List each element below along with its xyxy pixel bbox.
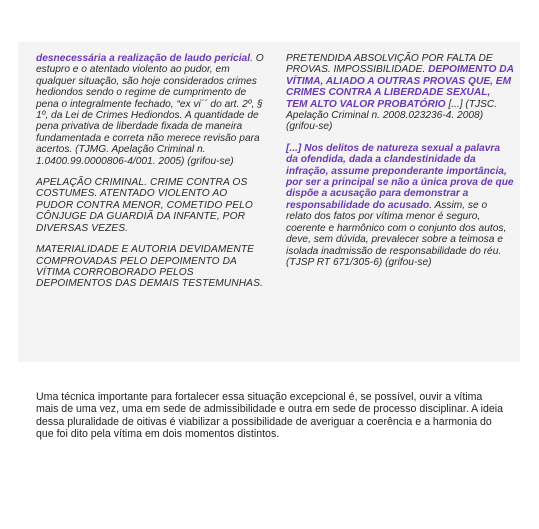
left-quote-column: [36, 53, 264, 300]
right-paragraph-2: [286, 143, 514, 268]
body-paragraph: Uma técnica importante para fortalecer essa situação excepcional é, se possível, ouvir a vítima mais de uma vez, uma em sede de admissibilidade e outra em sede de processo disciplinar. A ideia dessa pluralidade de oitivas é viabilizar a possibilidade de averiguar a coerência e a harmonia do que foi dito pela vítima em dois momentos distintos.: [36, 391, 503, 441]
right-paragraph-1-end: [...] (TJSC. Apelação Criminal n. 2008.023236-4. 2008) (grifou-se): [286, 98, 498, 133]
right-paragraph-2-end: . Assim, se o relato dos fatos por vítima menor é seguro, coerente e harmônico com o conjunto dos autos, deve, sem dúvida, prevalecer sobre a teimosa e isolada inadmissão de responsabilidade do réu. (TJSP RT 671/305-6) (grifou-se): [286, 199, 507, 268]
right-highlight-2: [...] Nos delitos de natureza sexual a palavra da ofendida, dada a clandestinidade da infração, assume preponderante importância, por ser a principal se não a única prova de que dispõe a acusação para demonstrar a responsabilidade do acusado: [286, 142, 514, 211]
left-paragraph-3: MATERIALIDADE E AUTORIA DEVIDAMENTE COMPROVADAS PELO DEPOIMENTO DA VÍTIMA CORROBORADO PELOS DEPOIMENTOS DAS DEMAIS TESTEMUNHAS.: [36, 244, 263, 290]
left-paragraph-1: [36, 53, 264, 167]
body-text: [36, 391, 506, 441]
right-paragraph-1: [286, 53, 514, 133]
left-highlight: desnecessária a realização de laudo pericial: [36, 53, 251, 64]
right-paragraph-1-start: PRETENDIDA ABSOLVIÇÃO POR FALTA DE PROVAS. IMPOSSIBILIDADE.: [286, 53, 493, 76]
right-quote-column: [286, 53, 514, 278]
left-paragraph-2: APELAÇÃO CRIMINAL. CRIME CONTRA OS COSTUMES. ATENTADO VIOLENTO AO PUDOR CONTRA MENOR, COMETIDO PELO CÔNJUGE DA GUARDIÃ DA INFANTE, POR DIVERSAS VEZES.: [36, 177, 253, 234]
left-paragraph-1-text: . O estupro e o atentado violento ao pudor, em qualquer situação, são hoje considerados crimes hediondos sendo o regime de cumprimento de pena o integralmente fechado, “ex vi´´ do art. 2º, § 1º, da Lei de Crimes Hediondos. A quantidade de pena privativa de liberdade fixada de maneira fundamentada e correta não merece revisão para acertos. (TJMG. Apelação Criminal n. 1.0400.99.0000806-4/001. 2005) (grifou-se): [36, 53, 264, 167]
right-highlight-1: DEPOIMENTO DA VÍTIMA, ALIADO A OUTRAS PROVAS QUE, EM CRIMES CONTRA A LIBERDADE SEXUAL, TEM ALTO VALOR PROBATÓRIO: [286, 64, 514, 110]
